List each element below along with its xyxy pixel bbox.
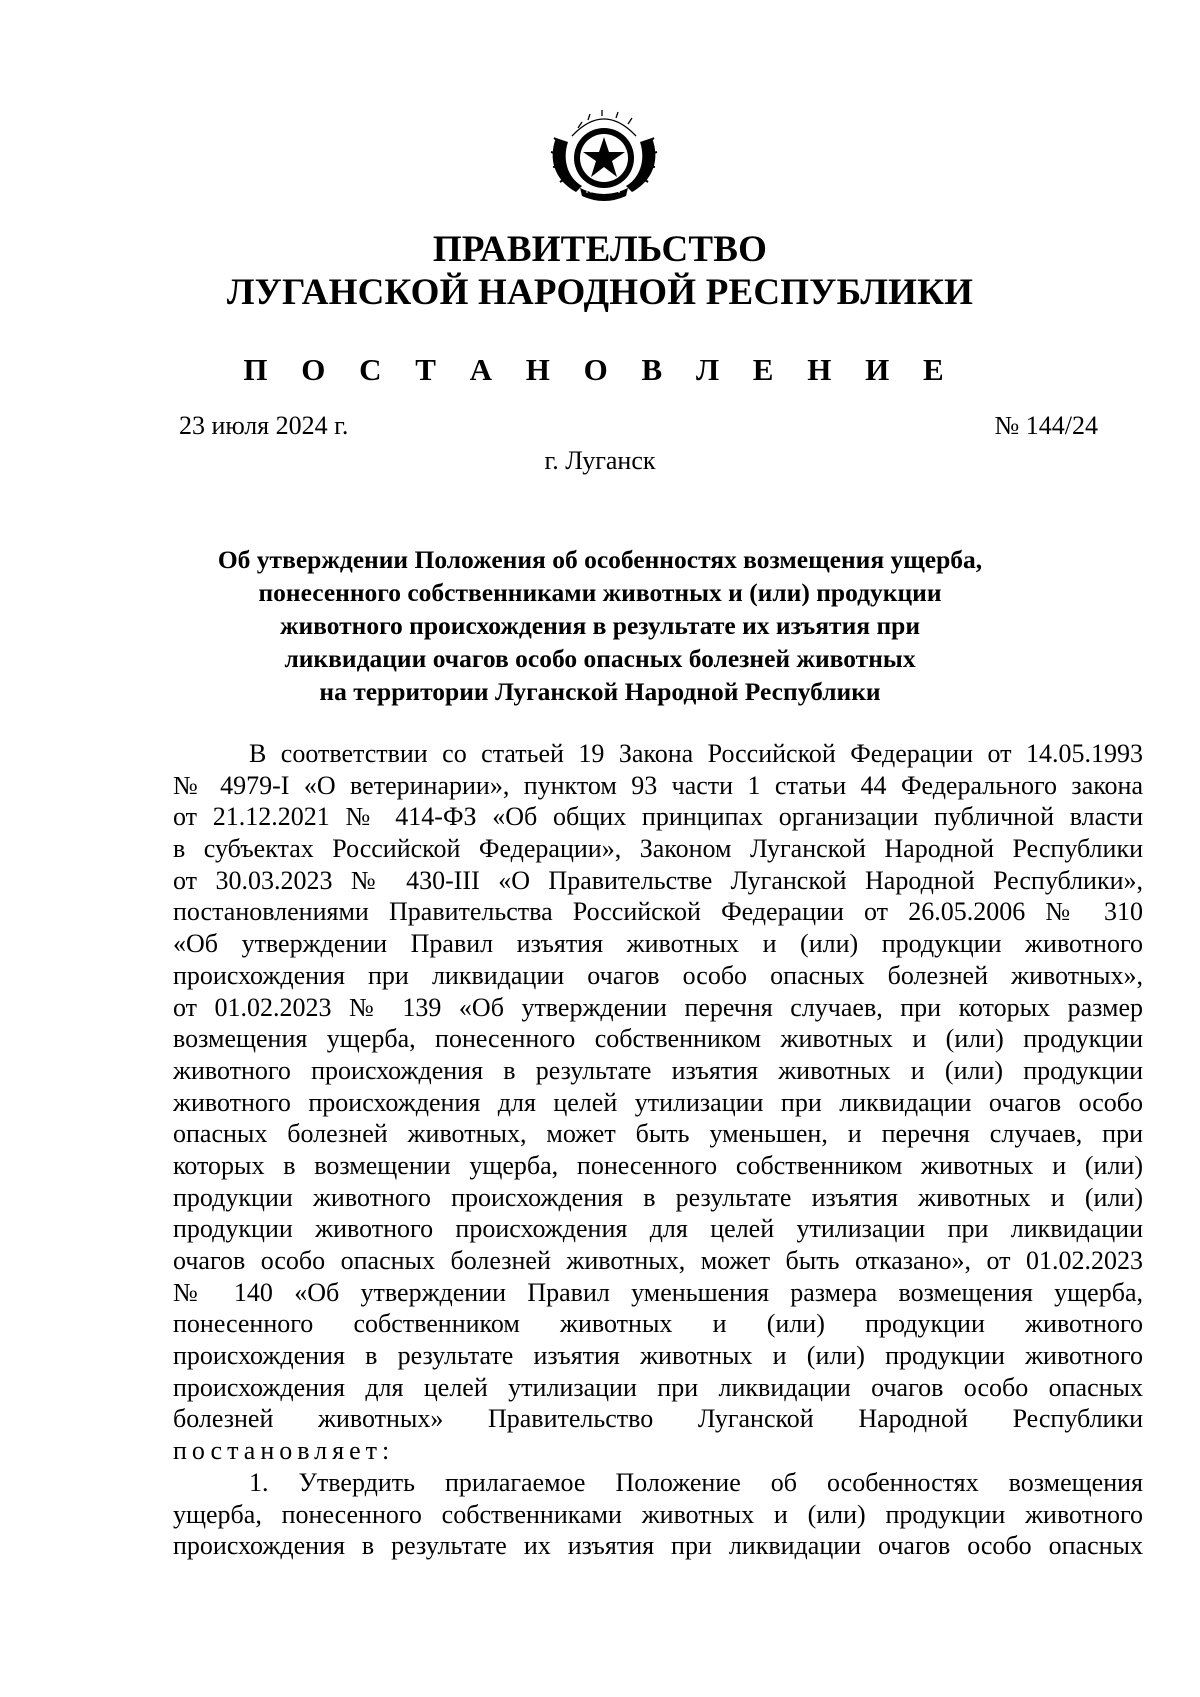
preamble-line: № 4979-I «О ветеринарии», пунктом 93 части 1 статьи 44 Федерального закона — [173, 770, 1143, 800]
preamble-line: продукции животного происхождения в результате изъятия животных и (или) — [173, 1182, 1143, 1212]
preamble-line: животного происхождения для целей утилизации при ликвидации очагов особо — [173, 1087, 1143, 1117]
preamble-line: опасных болезней животных, может быть уменьшен, и перечня случаев, при — [173, 1119, 1143, 1149]
preamble-line: возмещения ущерба, понесенного собственником животных и (или) продукции — [173, 1024, 1143, 1054]
preamble-line: происхождения в результате изъятия животных и (или) продукции животного — [173, 1341, 1143, 1371]
item-1-line: происхождения в результате их изъятия при ликвидации очагов особо опасных — [173, 1531, 1143, 1561]
preamble-line: В соответствии со статьей 19 Закона Российской Федерации от 14.05.1993 — [249, 739, 1143, 768]
item-1-line: 1. Утвердить прилагаемое Положение об особенностях возмещения — [249, 1467, 1143, 1497]
preamble-line: происхождения при ликвидации очагов особо опасных болезней животных», — [173, 960, 1143, 990]
preamble-line: № 140 «Об утверждении Правил уменьшения размера возмещения ущерба, — [173, 1277, 1143, 1307]
document-type: П О С Т А Н О В Л Е Н И Е — [243, 352, 957, 387]
item-1-line: ущерба, понесенного собственниками животных и (или) продукции животного — [173, 1499, 1143, 1529]
preamble-line: животного происхождения в результате изъятия животных и (или) продукции — [173, 1055, 1143, 1085]
preamble-line: понесенного собственником животных и (или) продукции животного — [173, 1309, 1143, 1339]
lpr-coat-of-arms-icon — [546, 108, 662, 204]
preamble-line: очагов особо опасных болезней животных, может быть отказано», от 01.02.2023 — [173, 1246, 1143, 1275]
preamble-line: от 21.12.2021 № 414-ФЗ «Об общих принципах организации публичной власти — [173, 802, 1143, 832]
preamble-line: постановлениями Правительства Российской Федерации от 26.05.2006 № 310 — [173, 897, 1143, 927]
subject-line: животного происхождения в результате их изъятия при — [279, 611, 921, 640]
document-subject — [150, 543, 1050, 708]
preamble-line: от 01.02.2023 № 139 «Об утверждении перечня случаев, при которых размер — [173, 992, 1143, 1022]
document-number: № 144/24 — [994, 411, 1098, 440]
subject-line: ликвидации очагов особо опасных болезней животных — [284, 644, 916, 673]
preamble-line: от 30.03.2023 № 430-III «О Правительстве Луганской Народной Республики», — [173, 865, 1143, 895]
subject-line: Об утверждении Положения об особенностях возмещения ущерба, — [217, 545, 983, 574]
government-name — [0, 228, 1200, 314]
government-line-1: ПРАВИТЕЛЬСТВО — [432, 229, 768, 270]
resolves-word: постановляет: — [173, 1436, 395, 1466]
document-body — [173, 738, 1143, 1562]
preamble-line: которых в возмещении ущерба, понесенного собственником животных и (или) — [173, 1150, 1143, 1180]
preamble-line: продукции животного происхождения для целей утилизации при ликвидации — [173, 1214, 1143, 1244]
preamble-line: в субъектах Российской Федерации», Законом Луганской Народной Республики — [173, 834, 1143, 864]
subject-line: на территории Луганской Народной Республики — [319, 677, 881, 706]
subject-line: понесенного собственниками животных и (или) продукции — [258, 578, 942, 607]
government-line-2: ЛУГАНСКОЙ НАРОДНОЙ РЕСПУБЛИКИ — [226, 272, 974, 313]
preamble-line: «Об утверждении Правил изъятия животных и (или) продукции животного — [173, 929, 1143, 959]
document-city: г. Луганск — [544, 446, 656, 475]
preamble-line: происхождения для целей утилизации при ликвидации очагов особо опасных — [173, 1372, 1143, 1402]
preamble-line: болезней животных» Правительство Луганской Народной Республики — [173, 1404, 1143, 1434]
document-date: 23 июля 2024 г. — [179, 411, 349, 440]
